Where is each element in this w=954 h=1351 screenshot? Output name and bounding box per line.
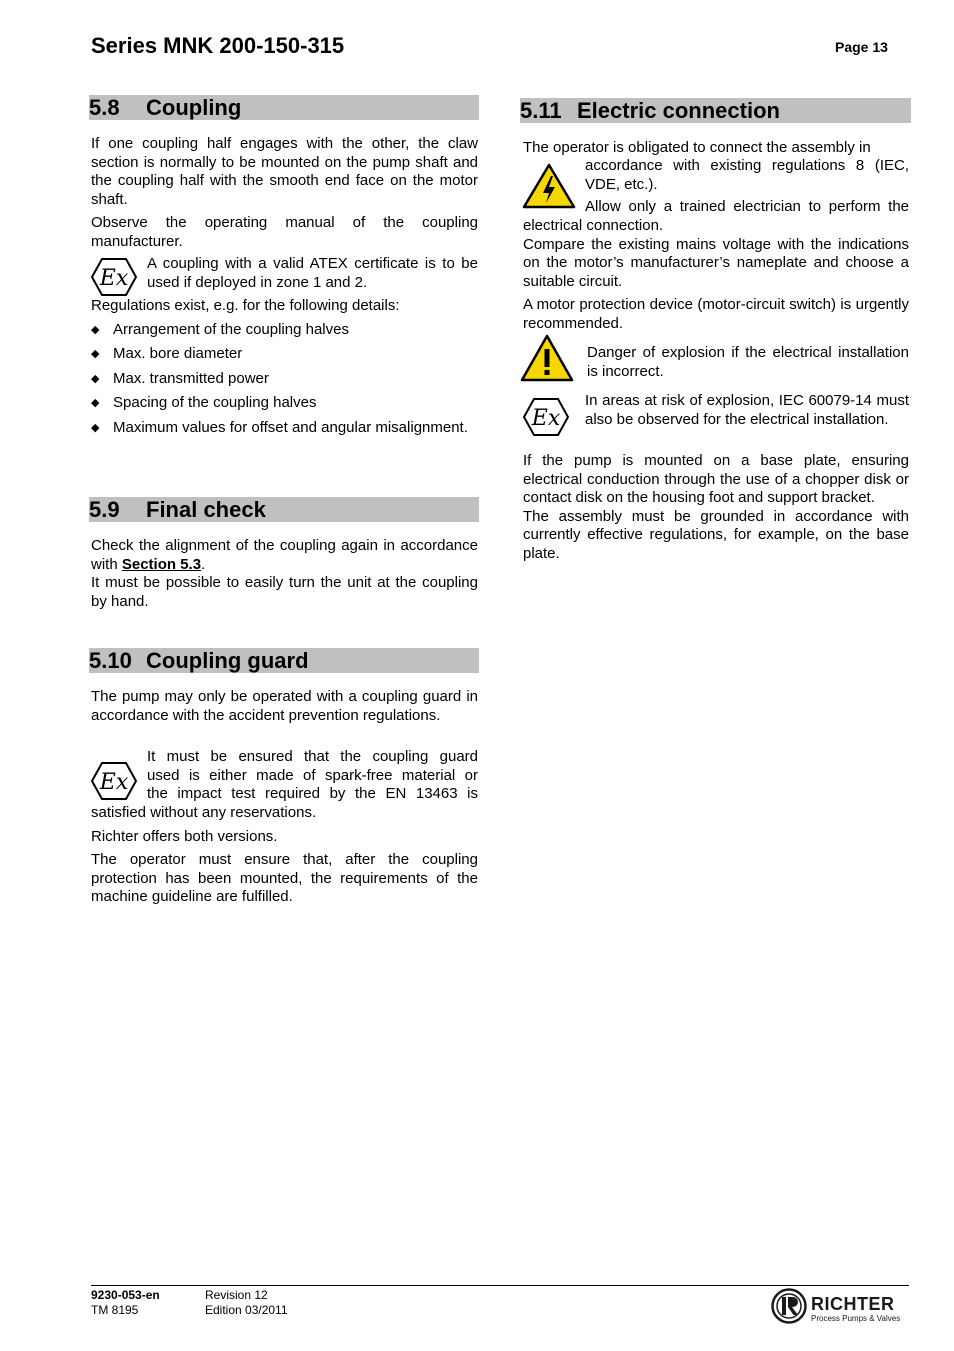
page-number: Page 13 bbox=[835, 39, 888, 55]
paragraph-line: The operator is obligated to connect the assembly in bbox=[523, 139, 871, 156]
paragraph-text: . bbox=[201, 555, 206, 573]
section-number: 5.8 bbox=[89, 95, 120, 120]
paragraph-line: Allow only a trained electrician to perform the bbox=[585, 198, 909, 215]
diamond-bullet-icon: ◆ bbox=[91, 372, 100, 385]
richter-emblem-icon bbox=[771, 1288, 807, 1324]
section-5-10-body bbox=[91, 688, 478, 725]
paragraph bbox=[91, 537, 478, 574]
section-heading-5-11 bbox=[520, 98, 911, 123]
paragraph: The pump may only be operated with a coupling guard in accordance with the accident prevention regulations. bbox=[91, 688, 478, 724]
warning-text: Danger of explosion if the electrical installation is incorrect. bbox=[587, 344, 909, 380]
warning-note bbox=[587, 344, 909, 381]
diamond-bullet-icon: ◆ bbox=[91, 397, 100, 409]
footer-divider bbox=[91, 1285, 909, 1286]
list-item bbox=[91, 370, 478, 389]
section-title: Electric connection bbox=[577, 98, 780, 123]
paragraph bbox=[523, 139, 909, 158]
section-number: 5.11 bbox=[520, 98, 562, 123]
paragraph: A motor protection device (motor-circuit switch) is urgently recommended. bbox=[523, 296, 909, 332]
logo-text: RICHTER bbox=[811, 1294, 895, 1314]
paragraph: Observe the operating manual of the coupling manufacturer. bbox=[91, 214, 478, 250]
general-warning-icon bbox=[520, 334, 574, 382]
section-title: Coupling bbox=[146, 95, 242, 120]
atex-note bbox=[147, 255, 478, 292]
section-5-11-body bbox=[523, 217, 909, 333]
atex-note bbox=[147, 748, 478, 804]
section-link[interactable]: Section 5.3 bbox=[121, 555, 202, 573]
list-item bbox=[91, 394, 478, 413]
svg-text:Ex: Ex bbox=[99, 770, 129, 795]
section-5-8-body bbox=[91, 135, 478, 251]
paragraph-text: Check the alignment of the coupling again in accordance with bbox=[91, 537, 478, 573]
atex-ex-icon bbox=[91, 258, 137, 296]
note-line: the impact test required by the EN 13463 is bbox=[147, 785, 478, 802]
paragraph: If one coupling half engages with the other, the claw section is normally to be mounted on the pump shaft and the coupling half with the smooth end face on the motor shaft. bbox=[91, 135, 478, 208]
paragraph: If the pump is mounted on a base plate, ensuring electrical conduction through the use of a chopper disk or contact disk on the housing foot and support bracket. bbox=[523, 452, 909, 506]
section-5-11-tail bbox=[523, 452, 909, 563]
note-text: In areas at risk of explosion, IEC 60079-14 must also be observed for the electrical installation. bbox=[585, 392, 909, 428]
atex-note bbox=[585, 392, 909, 429]
section-heading-5-9 bbox=[89, 497, 479, 522]
paragraph: The operator must ensure that, after the coupling protection has been mounted, the requirements of the machine guideline are fulfilled. bbox=[91, 851, 478, 905]
logo-subtext: Process Pumps & Valves bbox=[811, 1314, 901, 1323]
paragraph-line: VDE, etc.). bbox=[585, 175, 658, 193]
note-line: satisfied without any reservations. bbox=[91, 804, 317, 821]
note-line: used is either made of spark-free material or bbox=[147, 766, 478, 784]
paragraph: The assembly must be grounded in accordance with currently effective regulations, for example, on the base plate. bbox=[523, 507, 909, 562]
section-number: 5.10 bbox=[89, 648, 132, 673]
revision: Revision 12 bbox=[205, 1288, 268, 1302]
note-line: It must be ensured that the coupling guard bbox=[147, 748, 478, 765]
high-voltage-warning-icon bbox=[522, 163, 576, 209]
section-number: 5.9 bbox=[89, 497, 120, 522]
section-title: Coupling guard bbox=[146, 648, 309, 673]
list-item bbox=[91, 419, 478, 438]
atex-ex-icon bbox=[523, 398, 569, 436]
paragraph-cont bbox=[585, 157, 909, 217]
diamond-bullet-icon: ◆ bbox=[91, 348, 100, 360]
list-item-text: Maximum values for offset and angular misalignment. bbox=[113, 418, 468, 436]
svg-text:Ex: Ex bbox=[99, 266, 129, 291]
note-text: A coupling with a valid ATEX certificate is to be used if deployed in zone 1 and 2. bbox=[147, 255, 478, 291]
section-heading-5-10 bbox=[89, 648, 479, 673]
paragraph-line: accordance with existing regulations 8 (IEC, bbox=[585, 157, 909, 174]
edition: Edition 03/2011 bbox=[205, 1303, 288, 1317]
list-item bbox=[91, 321, 478, 340]
list-item-text: Max. bore diameter bbox=[113, 345, 243, 362]
section-5-9-body bbox=[91, 537, 478, 611]
paragraph: Compare the existing mains voltage with the indications on the motor’s manufacturer’s nameplate and choose a suitable circuit. bbox=[523, 235, 909, 290]
atex-ex-icon bbox=[91, 762, 137, 800]
section-5-8-list bbox=[91, 297, 478, 443]
paragraph-line: electrical connection. bbox=[523, 217, 664, 234]
list-item-text: Max. transmitted power bbox=[113, 369, 269, 387]
bullet-list bbox=[91, 321, 478, 438]
diamond-bullet-icon: ◆ bbox=[91, 323, 100, 336]
diamond-bullet-icon: ◆ bbox=[91, 421, 100, 434]
svg-text:Ex: Ex bbox=[531, 406, 561, 431]
section-5-10-cont bbox=[91, 804, 478, 907]
list-item bbox=[91, 345, 478, 364]
doc-number: 9230-053-en bbox=[91, 1288, 160, 1302]
list-item-text: Arrangement of the coupling halves bbox=[113, 320, 349, 338]
section-title: Final check bbox=[146, 497, 266, 522]
list-item-text: Spacing of the coupling halves bbox=[113, 394, 317, 411]
paragraph: Regulations exist, e.g. for the following details: bbox=[91, 297, 400, 314]
paragraph: It must be possible to easily turn the unit at the coupling by hand. bbox=[91, 574, 478, 610]
richter-logo bbox=[771, 1288, 907, 1326]
document-title: Series MNK 200-150-315 bbox=[91, 33, 345, 58]
section-heading-5-8 bbox=[89, 95, 479, 120]
tm-number: TM 8195 bbox=[91, 1303, 139, 1317]
paragraph: Richter offers both versions. bbox=[91, 827, 278, 845]
